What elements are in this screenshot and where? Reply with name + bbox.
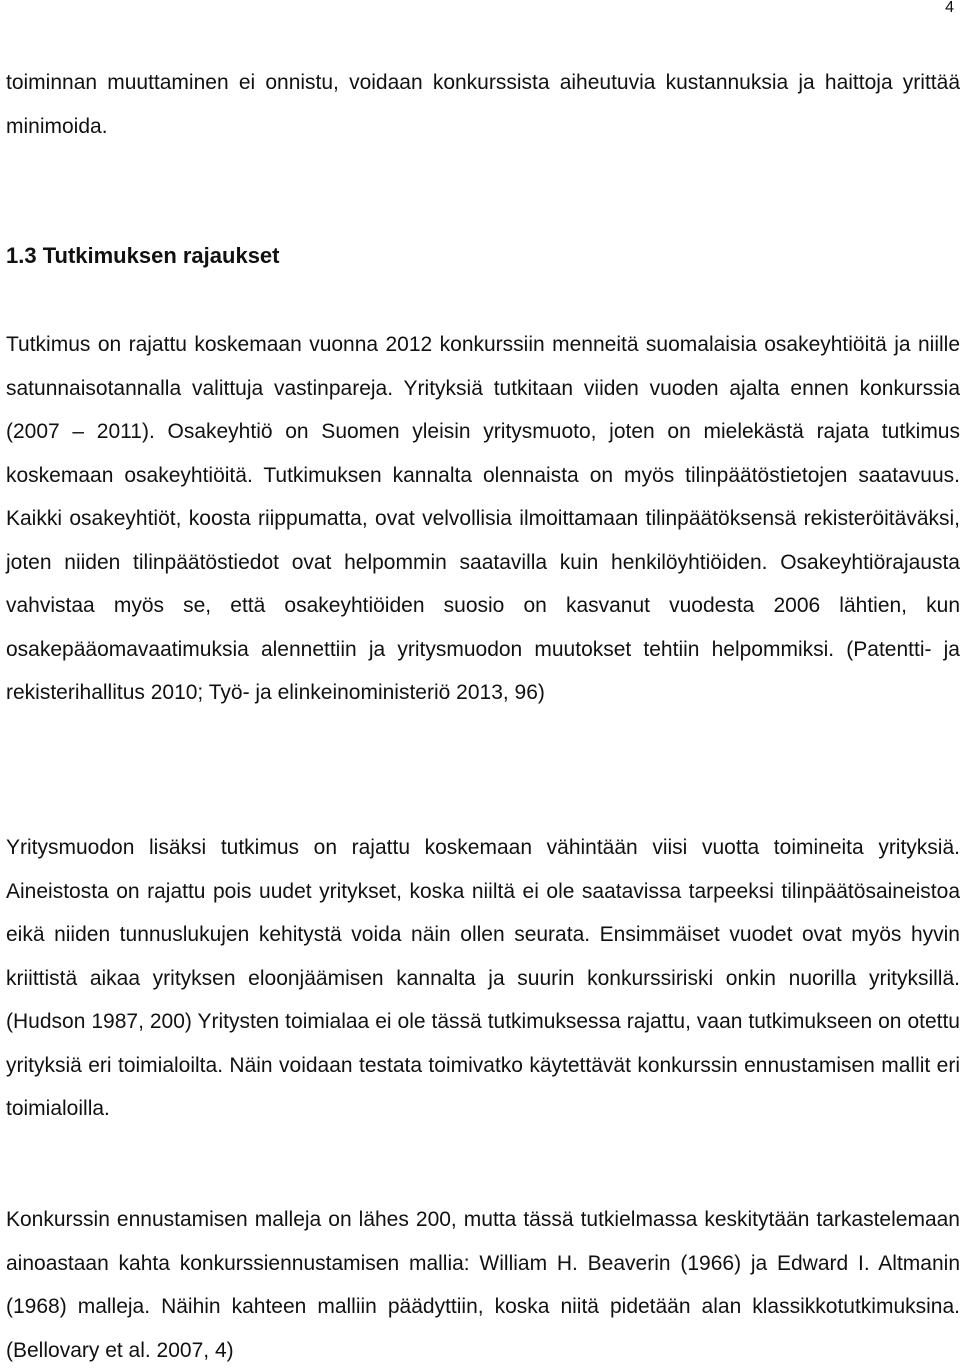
page-number: 4 bbox=[945, 0, 954, 16]
paragraph-scope: Tutkimus on rajattu koskemaan vuonna 2012 konkurssiin menneitä suomalaisia osakeyhtiöitä ja niille satunnaisotannalla valittuja vastinpareja. Yrityksiä tutkitaan viiden vuoden ajalta ennen konkurssia (2007 – 2011). Osakeyhtiö on Suomen yleisin yritysmuoto, joten on mielekästä rajata tutkimus koskemaan osakeyhtiöitä. Tutkimuksen kannalta olennaista on myös tilinpäätöstietojen saatavuus. Kaikki osakeyhtiöt, koosta riippumatta, ovat velvollisia ilmoittamaan tilinpäätöksensä rekisteröitäväksi, joten niiden tilinpäätöstiedot ovat helpommin saatavilla kuin henkilöyhtiöiden. Osakeyhtiörajausta vahvistaa myös se, että osakeyhtiöiden suosio on kasvanut vuodesta 2006 lähtien, kun osakepääomavaatimuksia alennettiin ja yritysmuodon muutokset tehtiin helpommiksi. (Patentti- ja rekisterihallitus 2010; Työ- ja elinkeinoministeriö 2013, 96) bbox=[6, 333, 960, 704]
paragraph-models: Konkurssin ennustamisen malleja on lähes 200, mutta tässä tutkielmassa keskitytään tarkastelemaan ainoastaan kahta konkurssiennustamisen mallia: William H. Beaverin (1966) ja Edward I. Altmanin (1968) malleja. Näihin kahteen malliin päädyttiin, koska niitä pidetään alan klassikkotutkimuksina. (Bellovary et al. 2007, 4) bbox=[6, 1208, 960, 1362]
section-heading: 1.3 Tutkimuksen rajaukset bbox=[6, 243, 280, 268]
paragraph-age: Yritysmuodon lisäksi tutkimus on rajattu koskemaan vähintään viisi vuotta toimineita yrityksiä. Aineistosta on rajattu pois uudet yritykset, koska niiltä ei ole saatavissa tarpeeksi tilinpäätösaineistoa eikä niiden tunnuslukujen kehitystä voida näin ollen seurata. Ensimmäiset vuodet ovat myös hyvin kriittistä aikaa yrityksen eloonjäämisen kannalta ja suurin konkurssiriski onkin nuorilla yrityksillä. (Hudson 1987, 200) Yritysten toimialaa ei ole tässä tutkimuksessa rajattu, vaan tutkimukseen on otettu yrityksiä eri toimialoilta. Näin voidaan testata toimivatko käytettävät konkurssin ennustamisen mallit eri toimialoilla. bbox=[6, 836, 960, 1120]
paragraph-intro: toiminnan muuttaminen ei onnistu, voidaan konkurssista aiheutuvia kustannuksia ja haittoja yrittää minimoida. bbox=[6, 71, 960, 138]
